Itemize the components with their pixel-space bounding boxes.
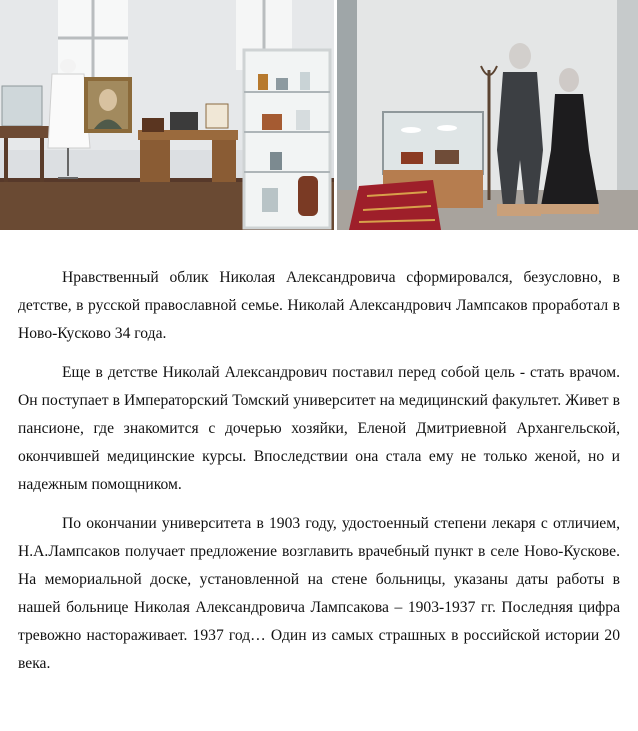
paragraph: Нравственный облик Николая Александровича сформировался, безусловно, в детстве, в русской православной семье. Николай Александрович Лампсаков проработал в Ново-Кусково 34 года. [18, 269, 620, 342]
paragraph: Еще в детстве Николай Александрович поставил перед собой цель - стать врачом. Он поступает в Императорский Томский университет на медицинский факультет. Живет в пансионе, где знакомится с дочерью хозяйки, Еленой Дмитриевной Архангельской, окончившей медицинские курсы. Впоследствии она стала ему не только женой, но и надежным помощником. [18, 364, 620, 493]
exhibition-figures-photo [337, 0, 638, 230]
museum-room-photo [0, 0, 334, 230]
article-text [18, 264, 620, 689]
paragraph: По окончании университета в 1903 году, удостоенный степени лекаря с отличием, Н.А.Лампсаков получает предложение возглавить врачебный пункт в селе Ново-Кускове. На мемориальной доске, установленной на стене больницы, указаны даты работы в нашей больнице Николая Александровича Лампсакова – 1903-1937 гг. Последняя цифра тревожно настораживает. 1937 год… Один из самых страшных в российской истории 20 века. [18, 515, 620, 672]
photo-strip [0, 0, 638, 230]
